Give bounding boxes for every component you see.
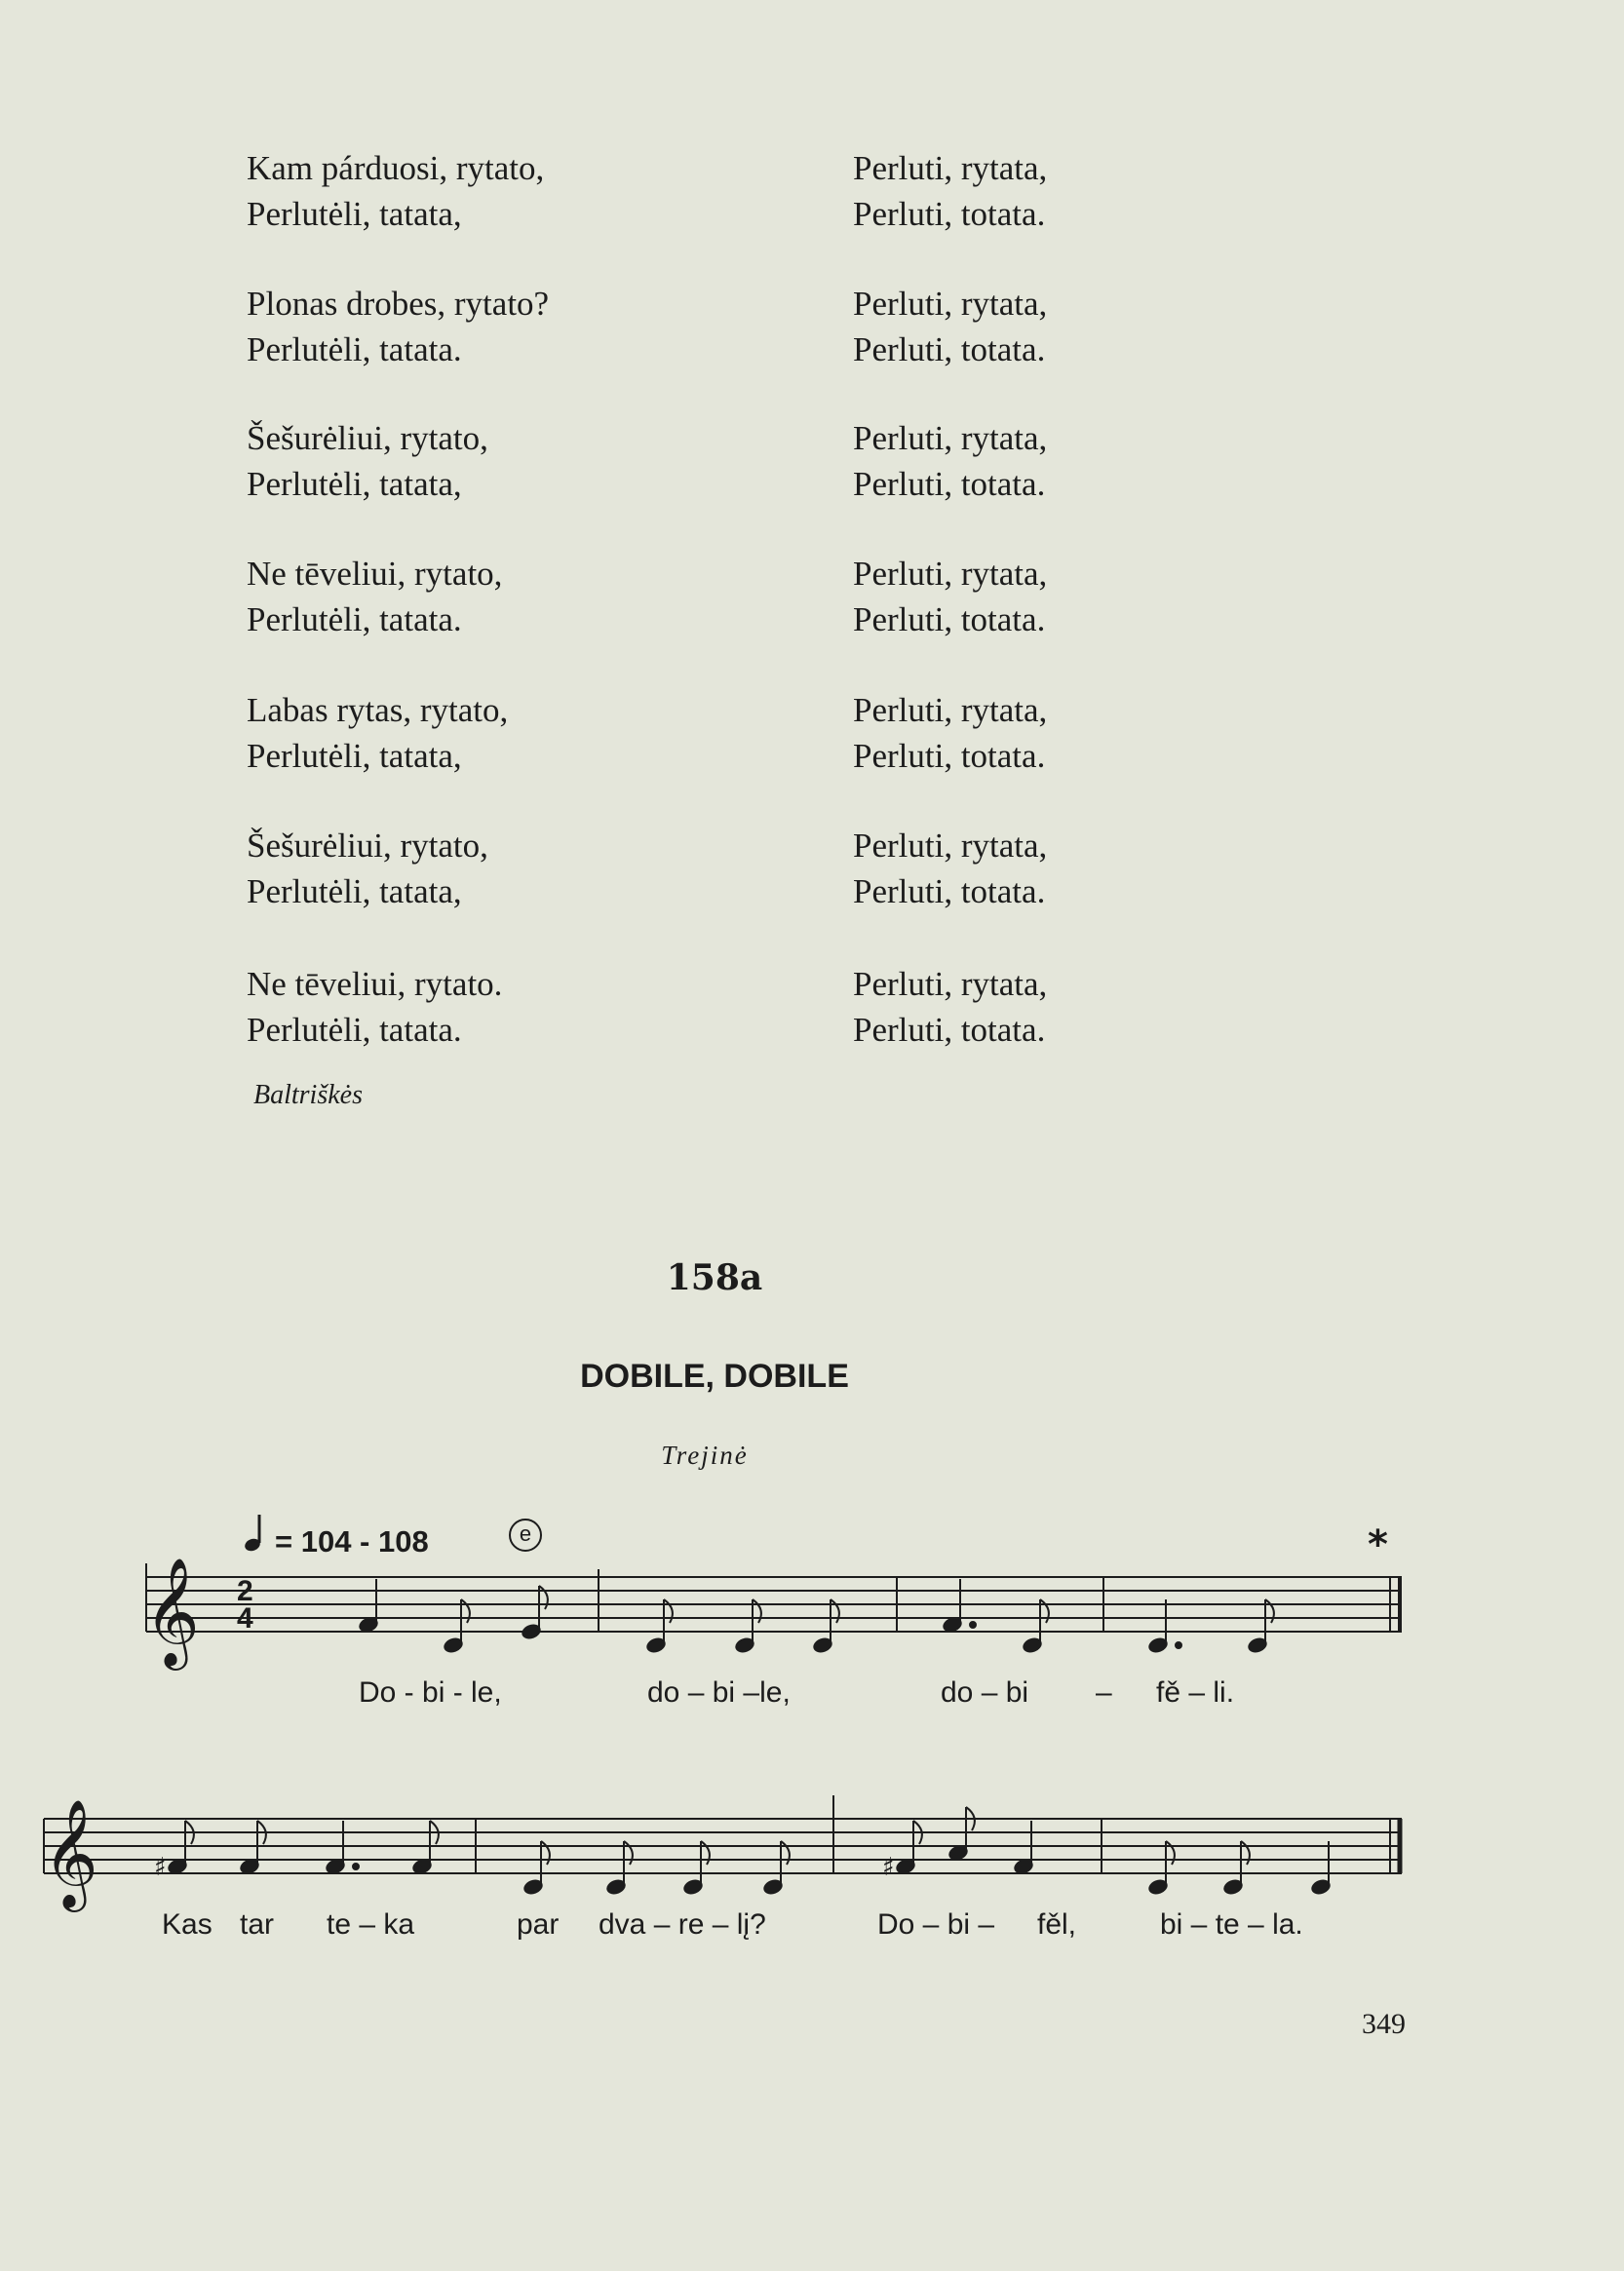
refrain-line: Perluti, rytata, — [853, 285, 1048, 323]
lyric: – — [1096, 1676, 1112, 1709]
treble-clef-icon: 𝄞 — [144, 1557, 200, 1666]
verse-line: Kam párduosi, rytato, — [247, 149, 545, 187]
verse-line: Ne tēveliui, rytato, — [247, 555, 503, 593]
lyric: Do – bi – — [877, 1908, 995, 1941]
tempo-text: = 104 - 108 — [275, 1524, 429, 1559]
verse-line: Šešurėliui, rytato, — [247, 419, 488, 457]
refrain-line: Perluti, totata. — [853, 872, 1046, 910]
lyric: dva – re – lį? — [599, 1908, 766, 1941]
sharp-icon: ♯ — [154, 1853, 167, 1882]
verse-line: Perlutėli, tatata, — [247, 872, 462, 910]
verse-line: Perlutėli, tatata. — [247, 330, 462, 368]
lyric: do – bi — [941, 1676, 1029, 1709]
refrain-line: Perluti, totata. — [853, 330, 1046, 368]
lyric: do – bi –le, — [647, 1676, 791, 1709]
verse-line: Labas rytas, rytato, — [247, 691, 509, 729]
lyric: par — [517, 1908, 560, 1941]
song-number: 158a — [666, 1257, 763, 1298]
page-number: 349 — [1362, 2008, 1406, 2040]
lyric: Kas — [162, 1908, 213, 1941]
refrain-line: Perluti, rytata, — [853, 149, 1048, 187]
refrain-line: Perluti, totata. — [853, 600, 1046, 638]
verse-line: Perlutėli, tatata, — [247, 737, 462, 775]
lyric: bi – te – la. — [1160, 1908, 1303, 1941]
time-signature-bottom: 4 — [237, 1602, 253, 1635]
lyric: fě – li. — [1156, 1676, 1235, 1709]
performance-mark: e — [509, 1519, 542, 1552]
verse-line: Perlutėli, tatata. — [247, 600, 462, 638]
verse-line: Plonas drobes, rytato? — [247, 285, 550, 323]
lyric: tar — [240, 1908, 275, 1941]
time-signature-top: 2 — [237, 1575, 253, 1607]
verse-line: Perlutėli, tatata, — [247, 195, 462, 233]
lyric: te – ka — [327, 1908, 415, 1941]
asterisk-mark: * — [1368, 1522, 1388, 1567]
refrain-line: Perluti, totata. — [853, 195, 1046, 233]
place-of-recording: Baltriškės — [253, 1080, 363, 1110]
verse-line: Šešurėliui, rytato, — [247, 827, 488, 865]
refrain-line: Perluti, rytata, — [853, 419, 1048, 457]
refrain-line: Perluti, totata. — [853, 737, 1046, 775]
refrain-line: Perluti, rytata, — [853, 827, 1048, 865]
verse-line: Perlutėli, tatata. — [247, 1011, 462, 1049]
refrain-line: Perluti, rytata, — [853, 965, 1048, 1003]
refrain-line: Perluti, totata. — [853, 465, 1046, 503]
verse-line: Perlutėli, tatata, — [247, 465, 462, 503]
verse-line: Ne tēveliui, rytato. — [247, 965, 503, 1003]
song-title: DOBILE, DOBILE — [580, 1358, 849, 1395]
treble-clef-icon: 𝄞 — [43, 1798, 98, 1907]
refrain-line: Perluti, rytata, — [853, 555, 1048, 593]
lyric: Do - bi - le, — [359, 1676, 502, 1709]
meter-name: Trejinė — [661, 1441, 749, 1470]
lyric: fěl, — [1037, 1908, 1077, 1941]
refrain-line: Perluti, rytata, — [853, 691, 1048, 729]
sharp-icon: ♯ — [882, 1853, 895, 1882]
refrain-line: Perluti, totata. — [853, 1011, 1046, 1049]
